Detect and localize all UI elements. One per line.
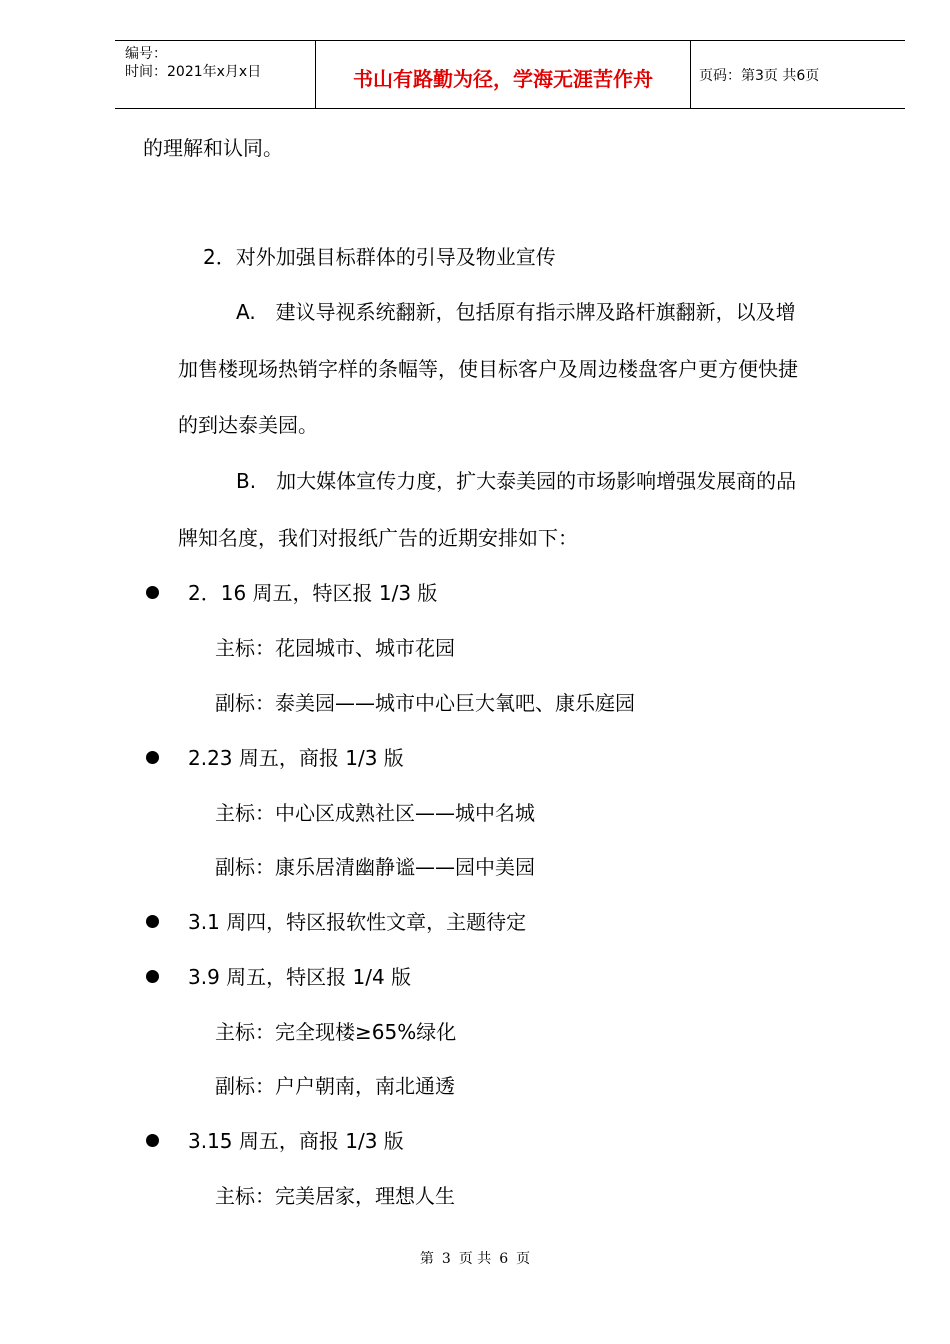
number-label: 编号： — [125, 46, 167, 62]
bullet-icon — [146, 1134, 159, 1147]
item-a-line-3: 的到达泰美园。 — [178, 413, 318, 437]
page-header — [115, 40, 905, 109]
schedule-main-5: 主标：完美居家，理想人生 — [215, 1184, 455, 1208]
footer-mid: 页 共 — [458, 1251, 492, 1267]
schedule-date-1: 2．16 周五，特区报 1/3 版 — [188, 581, 438, 605]
schedule-date-4: 3.9 周五，特区报 1/4 版 — [188, 965, 412, 989]
schedule-main-4: 主标：完全现楼≥65%绿化 — [215, 1020, 457, 1044]
schedule-date-3: 3.1 周四，特区报软性文章，主题待定 — [188, 910, 527, 934]
item-a-line-1: A. 建议导视系统翻新，包括原有指示牌及路杆旗翻新，以及增 — [236, 300, 796, 324]
item-b-line-1: B. 加大媒体宣传力度，扩大泰美园的市场影响增强发展商的品 — [236, 469, 797, 493]
footer-page-number: 3 — [441, 1251, 451, 1267]
continuation-text: 的理解和认同。 — [143, 136, 283, 160]
schedule-date-2: 2.23 周五，商报 1/3 版 — [188, 746, 404, 770]
footer-prefix: 第 — [419, 1251, 434, 1267]
header-motto-cell — [315, 41, 691, 108]
header-page-cell — [691, 41, 905, 108]
header-meta-cell — [115, 41, 315, 108]
schedule-sub-2: 副标：康乐居清幽静谧——园中美园 — [215, 855, 535, 879]
schedule-date-5: 3.15 周五，商报 1/3 版 — [188, 1129, 404, 1153]
section-title: 2．对外加强目标群体的引导及物业宣传 — [203, 245, 556, 269]
schedule-main-1: 主标：花园城市、城市花园 — [215, 636, 455, 660]
bullet-icon — [146, 970, 159, 983]
footer-suffix: 页 — [516, 1251, 531, 1267]
page-footer — [0, 1248, 950, 1268]
schedule-sub-1: 副标：泰美园——城市中心巨大氧吧、康乐庭园 — [215, 691, 635, 715]
schedule-sub-4: 副标：户户朝南，南北通透 — [215, 1074, 455, 1098]
footer-page-total: 6 — [499, 1251, 509, 1267]
bullet-icon — [146, 751, 159, 764]
item-a-line-2: 加售楼现场热销字样的条幅等，使目标客户及周边楼盘客户更方便快捷 — [178, 357, 798, 381]
time-label: 时间：2021年x月x日 — [125, 64, 262, 80]
bullet-icon — [146, 586, 159, 599]
item-b-line-2: 牌知名度，我们对报纸广告的近期安排如下： — [178, 526, 578, 550]
motto-text: 书山有路勤为径，学海无涯苦作舟 — [353, 67, 653, 91]
schedule-main-2: 主标：中心区成熟社区——城中名城 — [215, 801, 535, 825]
page-label: 页码：第3页 共6页 — [699, 68, 820, 84]
bullet-icon — [146, 915, 159, 928]
